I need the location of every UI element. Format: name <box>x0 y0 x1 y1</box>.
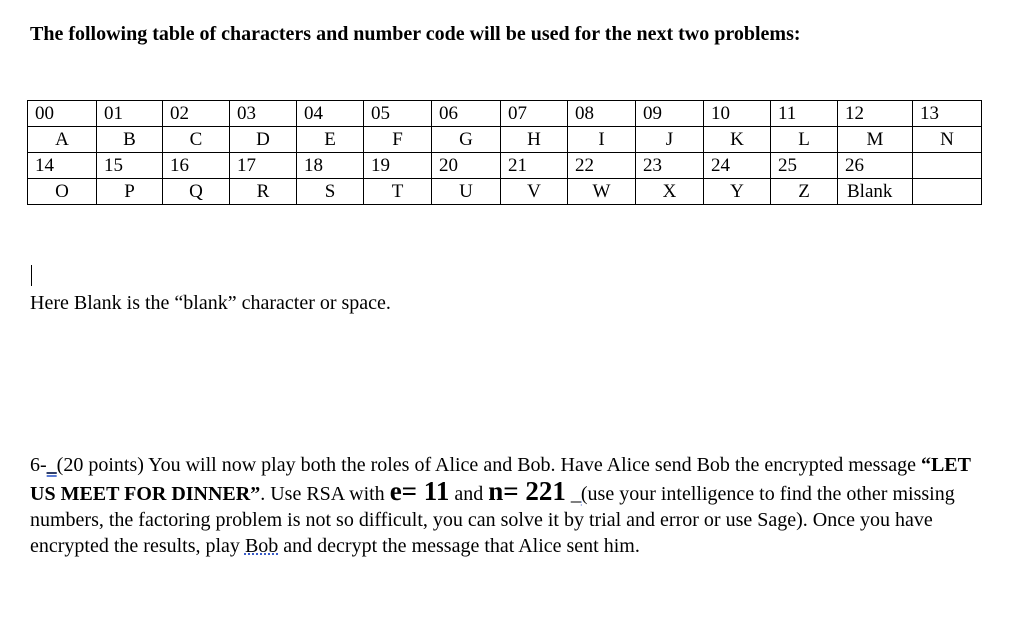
hint-open-paren: ( <box>580 483 588 505</box>
problem-gap-2: _ <box>565 483 581 505</box>
table-cell: Z <box>771 179 838 205</box>
problem-message: “LET US MEET FOR DINNER” <box>30 454 971 505</box>
table-cell: 08 <box>568 101 636 127</box>
table-cell: J <box>636 127 704 153</box>
table-cell: 02 <box>163 101 230 127</box>
table-cell: 21 <box>501 153 568 179</box>
rsa-e-value: e= 11 <box>389 476 450 506</box>
problem-number: 6- <box>30 454 47 476</box>
table-cell: C <box>163 127 230 153</box>
table-cell: S <box>297 179 364 205</box>
problem-ending: and decrypt the message that Alice sent him. <box>278 535 640 557</box>
table-cell: E <box>297 127 364 153</box>
problem-rsa-text: . Use RSA with <box>260 483 390 505</box>
table-cell: P <box>97 179 163 205</box>
table-cell: 07 <box>501 101 568 127</box>
character-code-table-body <box>28 101 982 205</box>
table-cell: N <box>913 127 982 153</box>
table-cell: R <box>230 179 297 205</box>
table-cell: 14 <box>28 153 97 179</box>
table-cell: 23 <box>636 153 704 179</box>
table-cell: 12 <box>838 101 913 127</box>
table-cell: 04 <box>297 101 364 127</box>
table-cell: K <box>704 127 771 153</box>
table-cell: 09 <box>636 101 704 127</box>
table-cell: V <box>501 179 568 205</box>
table-cell: 18 <box>297 153 364 179</box>
problems-heading: The following table of characters and number code will be used for the next two problems: <box>30 23 801 45</box>
table-cell: 05 <box>364 101 432 127</box>
table-cell: O <box>28 179 97 205</box>
problem-gap: _ <box>46 454 57 476</box>
table-cell: G <box>432 127 501 153</box>
table-cell: 26 <box>838 153 913 179</box>
table-cell: 20 <box>432 153 501 179</box>
rsa-n-value: n= 221 <box>488 476 566 506</box>
table-cell: 19 <box>364 153 432 179</box>
table-cell: 24 <box>704 153 771 179</box>
table-cell: 10 <box>704 101 771 127</box>
table-cell: W <box>568 179 636 205</box>
problem-hint: use your intelligence to find the other missing numbers, the factoring problem is not so difficult, you can solve it by trial and error or use Sage). Once you have encrypted the results, play <box>30 483 955 557</box>
table-cell: 22 <box>568 153 636 179</box>
table-cell <box>913 153 982 179</box>
character-code-table <box>27 100 982 205</box>
table-cell: X <box>636 179 704 205</box>
table-cell: I <box>568 127 636 153</box>
table-cell: B <box>97 127 163 153</box>
table-cell: Y <box>704 179 771 205</box>
table-cell: Q <box>163 179 230 205</box>
char-row-o-blank <box>28 179 982 205</box>
table-cell: 17 <box>230 153 297 179</box>
table-cell: M <box>838 127 913 153</box>
table-cell: 16 <box>163 153 230 179</box>
table-cell: T <box>364 179 432 205</box>
bob-word: Bob <box>244 535 279 557</box>
table-cell: 01 <box>97 101 163 127</box>
table-cell: 06 <box>432 101 501 127</box>
table-cell: 13 <box>913 101 982 127</box>
table-cell: U <box>432 179 501 205</box>
table-cell: 03 <box>230 101 297 127</box>
char-row-a-n <box>28 127 982 153</box>
table-cell: A <box>28 127 97 153</box>
table-cell <box>913 179 982 205</box>
table-cell: 11 <box>771 101 838 127</box>
text-cursor <box>31 265 32 286</box>
table-cell: Blank <box>838 179 913 205</box>
code-row-00-13 <box>28 101 982 127</box>
table-cell: 25 <box>771 153 838 179</box>
table-cell: F <box>364 127 432 153</box>
code-row-14-26 <box>28 153 982 179</box>
table-cell: 00 <box>28 101 97 127</box>
blank-note: Here Blank is the “blank” character or space. <box>30 292 391 314</box>
table-cell: D <box>230 127 297 153</box>
table-cell: 15 <box>97 153 163 179</box>
problem-intro: (20 points) You will now play both the roles of Alice and Bob. Have Alice send Bob the encrypted message <box>56 454 921 476</box>
table-cell: H <box>501 127 568 153</box>
problem-and-text: and <box>449 483 489 505</box>
table-cell: L <box>771 127 838 153</box>
problem-6-text <box>30 452 996 559</box>
